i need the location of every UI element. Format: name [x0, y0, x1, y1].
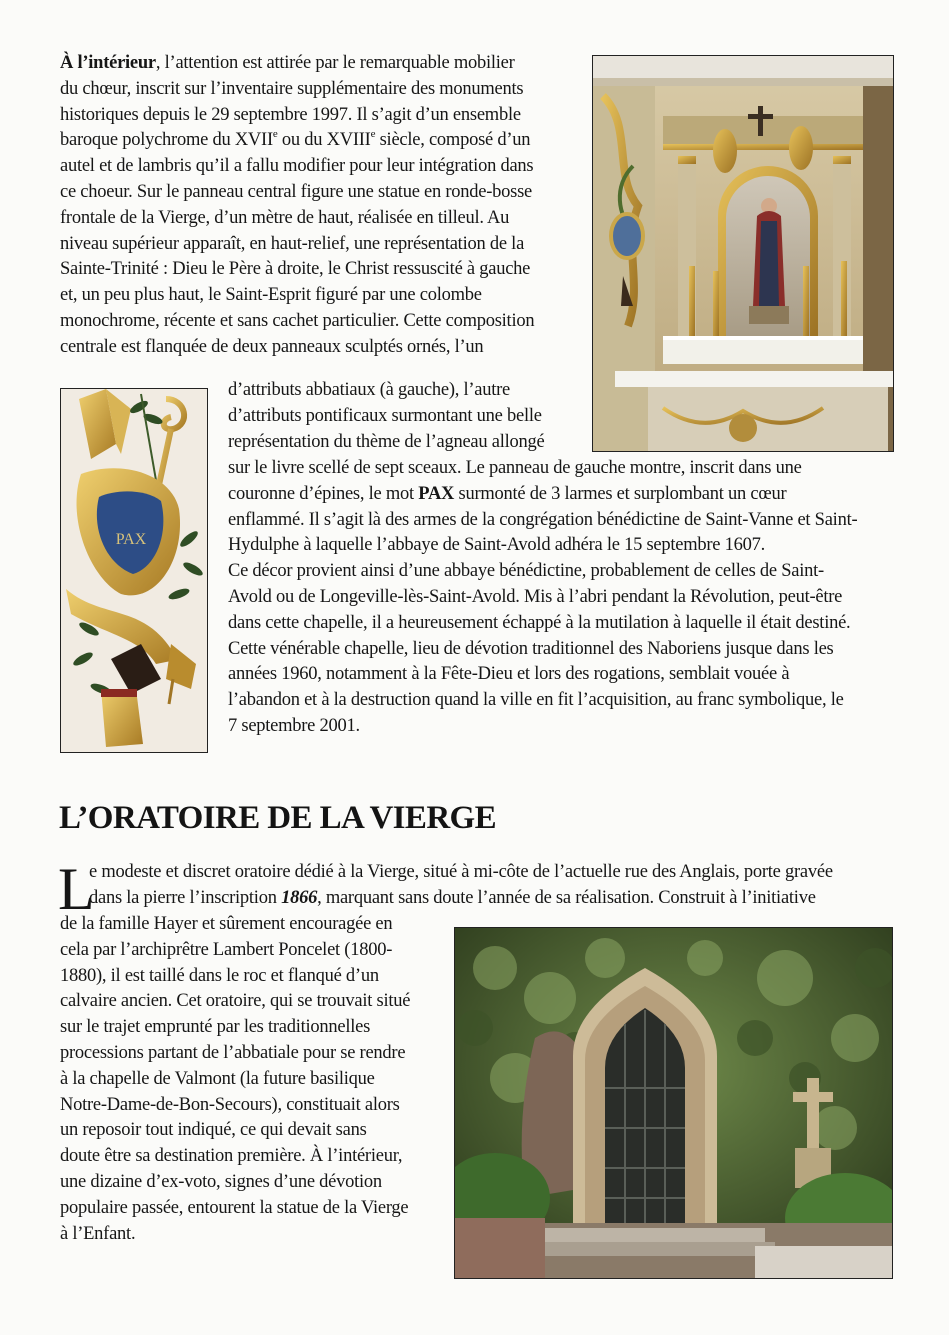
text-line: cela par l’archiprêtre Lambert Poncelet (1800- [60, 939, 393, 960]
text-line: Notre-Dame-de-Bon-Secours), constituait alors [60, 1094, 400, 1115]
text-line: enflammé. Il s’agit là des armes de la congrégation bénédictine de Saint-Vanne et Saint- [228, 509, 858, 530]
text-line: sur le trajet emprunté par les traditionnelles [60, 1017, 371, 1038]
text-span: ou du XVIII [277, 130, 371, 151]
text-line: de la famille Hayer et sûrement encouragée en [60, 914, 393, 934]
text-line: dans cette chapelle, il a heureusement échappé à la mutilation à laquelle il était destiné. [228, 612, 851, 633]
superscript: e [370, 128, 376, 141]
text-span: surmonté de 3 larmes et surplombant un cœur [454, 483, 787, 504]
text-span: baroque polychrome du XVII [60, 130, 273, 151]
text-line: 1880), il est taillé dans le roc et flanqué d’un [60, 965, 379, 986]
section-title: L’ORATOIRE DE LA VIERGE [59, 800, 497, 836]
text-line: populaire passée, entourent la statue de la Vierge [60, 1197, 409, 1218]
panel-caption-paragraph [228, 378, 575, 455]
oratory-paragraph [60, 912, 436, 1247]
text-line: un reposoir tout indiqué, ce qui devait sans [60, 1120, 367, 1141]
text-line: niveau supérieur apparaît, en haut-relief, une représentation de la [60, 233, 525, 254]
oratory-photo [454, 927, 893, 1279]
text-line: doute être sa destination première. À l’intérieur, [60, 1146, 403, 1167]
oratory-illustration [455, 928, 892, 1278]
text-line: années 1960, notamment à la Fête-Dieu et lors des rogations, semblait vouée à [228, 664, 790, 685]
text-line: centrale est flanquée de deux panneaux sculptés ornés, l’un [60, 336, 484, 357]
text-line: à la chapelle de Valmont (la future basilique [60, 1068, 375, 1089]
text-line: d’attributs pontificaux surmontant une belle [228, 405, 542, 426]
superscript: e [272, 128, 278, 141]
pax-bold: PAX [418, 483, 455, 504]
text-span: , marquant sans doute l’année de sa réalisation. Construit à l’initiative [317, 887, 816, 908]
text-line: Hydulphe à laquelle l’abbaye de Saint-Avold adhéra le 15 septembre 1607. [228, 535, 765, 556]
pax-paragraph [228, 456, 893, 740]
text-line: du chœur, inscrit sur l’inventaire supplémentaire des monuments [60, 78, 524, 99]
text-span: siècle, composé d’un [375, 130, 531, 151]
text-line: calvaire ancien. Cet oratoire, qui se trouvait situé [60, 991, 411, 1012]
altar-illustration [593, 56, 893, 451]
oratory-intro-lines [89, 860, 892, 912]
inscription-year: 1866 [281, 887, 318, 908]
text-line: Avold ou de Longeville-lès-Saint-Avold. Mis à l’abri pendant la Révolution, peut-être [228, 586, 843, 607]
text-line: une dizaine d’ex-voto, signes d’une dévotion [60, 1171, 382, 1192]
text-line: sur le livre scellé de sept sceaux. Le panneau de gauche montre, inscrit dans une [228, 458, 802, 478]
drop-cap: L [58, 856, 95, 922]
pax-inscription: PAX [115, 531, 147, 548]
altar-photo [592, 55, 894, 452]
carved-panel-photo [60, 388, 208, 753]
text-line: , l’attention est attirée par le remarquable mobilier [155, 53, 515, 73]
text-line: représentation du thème de l’agneau allongé [228, 431, 545, 452]
text-line: processions partant de l’abbatiale pour se rendre [60, 1042, 406, 1063]
text-line: e modeste et discret oratoire dédié à la Vierge, situé à mi-côte de l’actuelle rue des Anglais, porte gravée [89, 862, 833, 882]
text-line: autel et de lambris qu’il a fallu modifier pour leur intégration dans [60, 156, 534, 177]
text-line: Cette vénérable chapelle, lieu de dévotion traditionnel des Naboriens jusque dans les [228, 638, 834, 659]
text-line: monochrome, récente et sans cachet particulier. Cette composition [60, 310, 535, 331]
text-span: couronne d’épines, le mot [228, 483, 419, 504]
text-line: frontale de la Vierge, d’un mètre de haut, réalisée en tilleul. Au [60, 207, 510, 228]
text-line: et, un peu plus haut, le Saint-Esprit figuré par une colombe [60, 285, 482, 306]
text-span: dans la pierre l’inscription [89, 887, 282, 908]
text-line: Sainte-Trinité : Dieu le Père à droite, le Christ ressuscité à gauche [60, 259, 531, 280]
text-line: l’abandon et à la destruction quand la ville en fit l’acquisition, au franc symbolique, le [228, 690, 844, 711]
text-line: à l’Enfant. [60, 1223, 136, 1244]
text-line: ce choeur. Sur le panneau central figure une statue en ronde-bosse [60, 181, 533, 202]
text-line: d’attributs abbatiaux (à gauche), l’autre [228, 380, 511, 400]
carved-panel-illustration [61, 389, 207, 752]
text-line: Ce décor provient ainsi d’une abbaye bénédictine, probablement de celles de Saint- [228, 561, 824, 582]
lead-bold: À l’intérieur [60, 53, 156, 73]
intro-paragraph [60, 51, 575, 361]
text-line: historiques depuis le 29 septembre 1997. Il s’agit d’un ensemble [60, 104, 521, 125]
text-line: 7 septembre 2001. [228, 715, 360, 736]
